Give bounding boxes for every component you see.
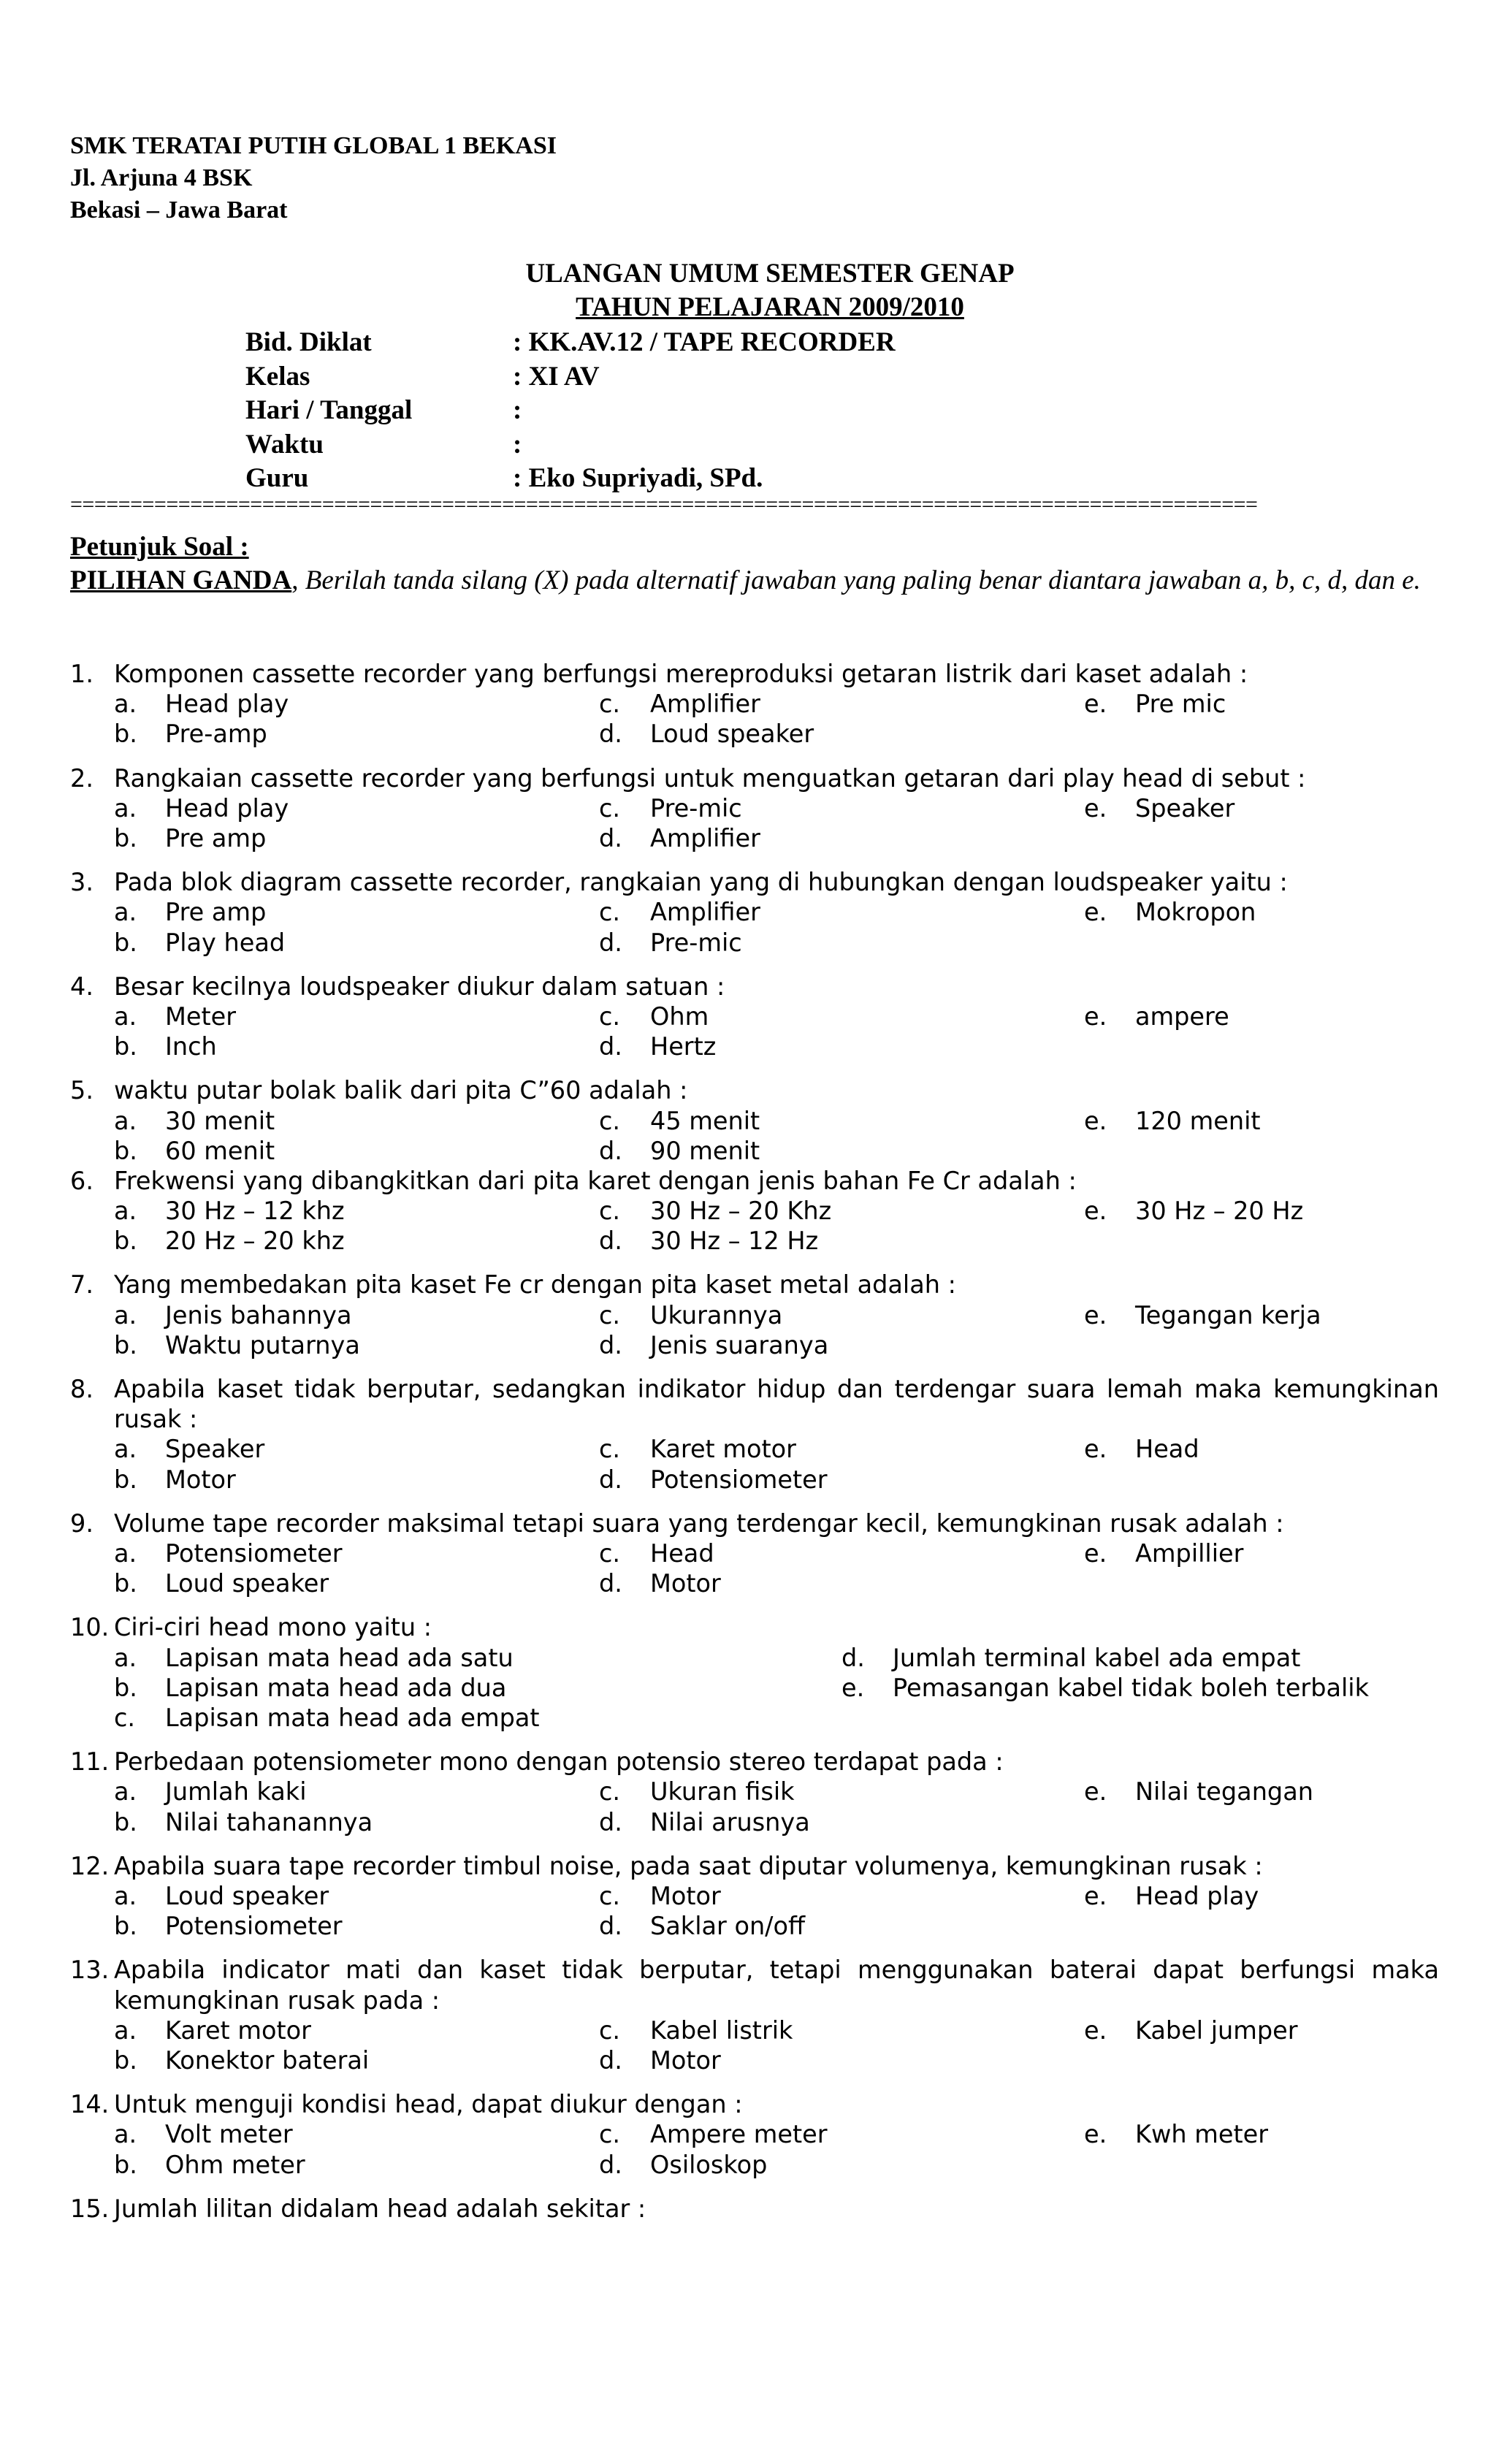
question-number: 2. bbox=[70, 763, 94, 793]
option-grid: a. Lapisan mata head ada satu d. Jumlah terminal kabel ada empat b. Lapisan mata head ada dua e. Pemasangan kabel tidak boleh terbalik c. Lapisan mata head ada empat bbox=[114, 1643, 1370, 1732]
question-stem bbox=[70, 867, 1439, 897]
question-text: Komponen cassette recorder yang berfungsi mereproduksi getaran listrik dari kaset adalah : bbox=[114, 660, 1248, 688]
question-number: 3. bbox=[70, 868, 94, 897]
question-text: Jumlah lilitan didalam head adalah sekitar : bbox=[114, 2194, 646, 2223]
question-item bbox=[70, 2089, 1439, 2180]
question-number: 13. bbox=[70, 1956, 110, 1985]
info-label: Kelas bbox=[245, 361, 310, 392]
question-text: Perbedaan potensiometer mono dengan potensio stereo terdapat pada : bbox=[114, 1747, 1004, 1777]
question-text: Volume tape recorder maksimal tetapi suara yang terdengar kecil, kemungkinan rusak adalah : bbox=[114, 1508, 1284, 1538]
school-header bbox=[70, 130, 557, 226]
question-stem bbox=[70, 1955, 1439, 2015]
question-stem bbox=[70, 1508, 1439, 1538]
question-item bbox=[70, 1270, 1439, 1360]
info-label: Guru bbox=[245, 463, 309, 493]
instructions bbox=[70, 530, 1430, 598]
question-number: 4. bbox=[70, 972, 94, 1001]
question-item bbox=[70, 659, 1439, 750]
question-item bbox=[70, 1851, 1439, 1942]
info-value: : bbox=[513, 395, 522, 425]
info-value: : XI AV bbox=[513, 361, 600, 392]
question-stem bbox=[70, 1851, 1439, 1881]
option-grid: a. Meter c. Ohm e. ampere b. Inch d. Hertz bbox=[114, 1002, 1229, 1061]
school-name: SMK TERATAI PUTIH GLOBAL 1 BEKASI bbox=[70, 132, 557, 159]
question-stem bbox=[70, 1166, 1439, 1196]
question-text: Ciri-ciri head mono yaitu : bbox=[114, 1613, 432, 1642]
info-label: Waktu bbox=[245, 429, 324, 459]
school-city: Bekasi – Jawa Barat bbox=[70, 197, 288, 224]
question-text: waktu putar bolak balik dari pita C”60 adalah : bbox=[114, 1076, 688, 1105]
info-value: : bbox=[513, 429, 522, 459]
question-item bbox=[70, 1747, 1439, 1837]
info-value: : Eko Supriyadi, SPd. bbox=[513, 463, 763, 493]
option-grid: a. Potensiometer c. Head e. Ampillier b. Loud speaker d. Motor bbox=[114, 1539, 1244, 1598]
question-text: Yang membedakan pita kaset Fe cr dengan pita kaset metal adalah : bbox=[114, 1270, 956, 1300]
exam-year: TAHUN PELAJARAN 2009/2010 bbox=[576, 292, 964, 322]
question-text: Rangkaian cassette recorder yang berfungsi untuk menguatkan getaran dari play head di sebut : bbox=[114, 763, 1306, 793]
question-item bbox=[70, 1075, 1439, 1166]
option-grid: a. 30 menit c. 45 menit e. 120 menit b. 60 menit d. 90 menit bbox=[114, 1106, 1261, 1165]
question-stem bbox=[70, 1270, 1439, 1300]
question-number: 5. bbox=[70, 1076, 94, 1105]
question-number: 7. bbox=[70, 1270, 94, 1300]
question-number: 15. bbox=[70, 2194, 110, 2223]
question-text: Apabila kaset tidak berputar, sedangkan indikator hidup dan terdengar suara lemah maka kemungkinan rusak : bbox=[114, 1375, 1439, 1434]
question-item bbox=[70, 1955, 1439, 2075]
info-value: : KK.AV.12 / TAPE RECORDER bbox=[513, 327, 896, 357]
question-item bbox=[70, 1374, 1439, 1495]
option-grid: a. Karet motor c. Kabel listrik e. Kabel jumper b. Konektor baterai d. Motor bbox=[114, 2015, 1298, 2075]
option-grid: a. 30 Hz – 12 khz c. 30 Hz – 20 Khz e. 30 Hz – 20 Hz b. 20 Hz – 20 khz d. 30 Hz – 12 Hz bbox=[114, 1197, 1304, 1256]
option-grid: a. Pre amp c. Amplifier e. Mokropon b. Play head d. Pre-mic bbox=[114, 898, 1256, 957]
instructions-text bbox=[70, 564, 1430, 598]
question-stem bbox=[70, 1747, 1439, 1777]
question-stem bbox=[70, 1374, 1439, 1434]
question-item bbox=[70, 1612, 1439, 1733]
question-stem bbox=[70, 972, 1439, 1002]
question-number: 12. bbox=[70, 1851, 110, 1880]
question-item bbox=[70, 763, 1439, 854]
question-list bbox=[70, 659, 1439, 2238]
question-type: PILIHAN GANDA bbox=[70, 565, 292, 595]
question-stem bbox=[70, 1075, 1439, 1105]
option-grid: a. Head play c. Amplifier e. Pre mic b. Pre-amp d. Loud speaker bbox=[114, 690, 1226, 749]
option-grid: a. Speaker c. Karet motor e. Head b. Motor d. Potensiometer bbox=[114, 1435, 1199, 1494]
question-number: 9. bbox=[70, 1508, 94, 1538]
exam-title: ULANGAN UMUM SEMESTER GENAP bbox=[525, 259, 1015, 289]
option-grid: a. Loud speaker c. Motor e. Head play b. Potensiometer d. Saklar on/off bbox=[114, 1881, 1259, 1941]
option-grid: a. Head play c. Pre-mic e. Speaker b. Pre amp d. Amplifier bbox=[114, 793, 1235, 853]
question-number: 8. bbox=[70, 1375, 94, 1404]
question-item bbox=[70, 972, 1439, 1062]
question-text: Untuk menguji kondisi head, dapat diukur dengan : bbox=[114, 2090, 743, 2119]
question-stem bbox=[70, 2089, 1439, 2119]
question-number: 14. bbox=[70, 2090, 110, 2119]
question-text: Frekwensi yang dibangkitkan dari pita karet dengan jenis bahan Fe Cr adalah : bbox=[114, 1166, 1077, 1195]
question-text: Pada blok diagram cassette recorder, rangkaian yang di hubungkan dengan loudspeaker yaitu : bbox=[114, 868, 1288, 897]
question-number: 1. bbox=[70, 660, 94, 688]
question-item bbox=[70, 1166, 1439, 1256]
question-item bbox=[70, 1508, 1439, 1599]
question-stem bbox=[70, 659, 1439, 689]
instructions-heading: Petunjuk Soal : bbox=[70, 532, 249, 562]
school-address: Jl. Arjuna 4 BSK bbox=[70, 164, 253, 191]
question-item bbox=[70, 2194, 1439, 2224]
question-stem bbox=[70, 1612, 1439, 1642]
question-number: 6. bbox=[70, 1166, 94, 1195]
option-grid: a. Jenis bahannya c. Ukurannya e. Tegangan kerja b. Waktu putarnya d. Jenis suaranya bbox=[114, 1300, 1321, 1359]
info-label: Bid. Diklat bbox=[245, 327, 372, 357]
option-grid: a. Jumlah kaki c. Ukuran fisik e. Nilai tegangan b. Nilai tahanannya d. Nilai arusnya bbox=[114, 1777, 1313, 1836]
question-text: Apabila indicator mati dan kaset tidak berputar, tetapi menggunakan baterai dapat berfungsi maka kemungkinan rusak pada : bbox=[114, 1956, 1439, 2015]
question-text: Apabila suara tape recorder timbul noise, pada saat diputar volumenya, kemungkinan rusak : bbox=[114, 1851, 1263, 1880]
option-grid: a. Volt meter c. Ampere meter e. Kwh meter b. Ohm meter d. Osiloskop bbox=[114, 2120, 1269, 2179]
question-text: Besar kecilnya loudspeaker diukur dalam satuan : bbox=[114, 972, 725, 1001]
separator-line: =================================================================================================== bbox=[70, 492, 1258, 516]
question-stem bbox=[70, 763, 1439, 793]
instructions-body: Berilah tanda silang (X) pada alternatif jawaban yang paling benar diantara jawaban a, b, c, d, dan e. bbox=[298, 565, 1421, 595]
info-label: Hari / Tanggal bbox=[245, 395, 413, 425]
question-number: 10. bbox=[70, 1613, 110, 1642]
instructions-comma: , bbox=[291, 565, 299, 595]
question-item bbox=[70, 867, 1439, 958]
question-stem bbox=[70, 2194, 1439, 2224]
question-number: 11. bbox=[70, 1747, 110, 1777]
